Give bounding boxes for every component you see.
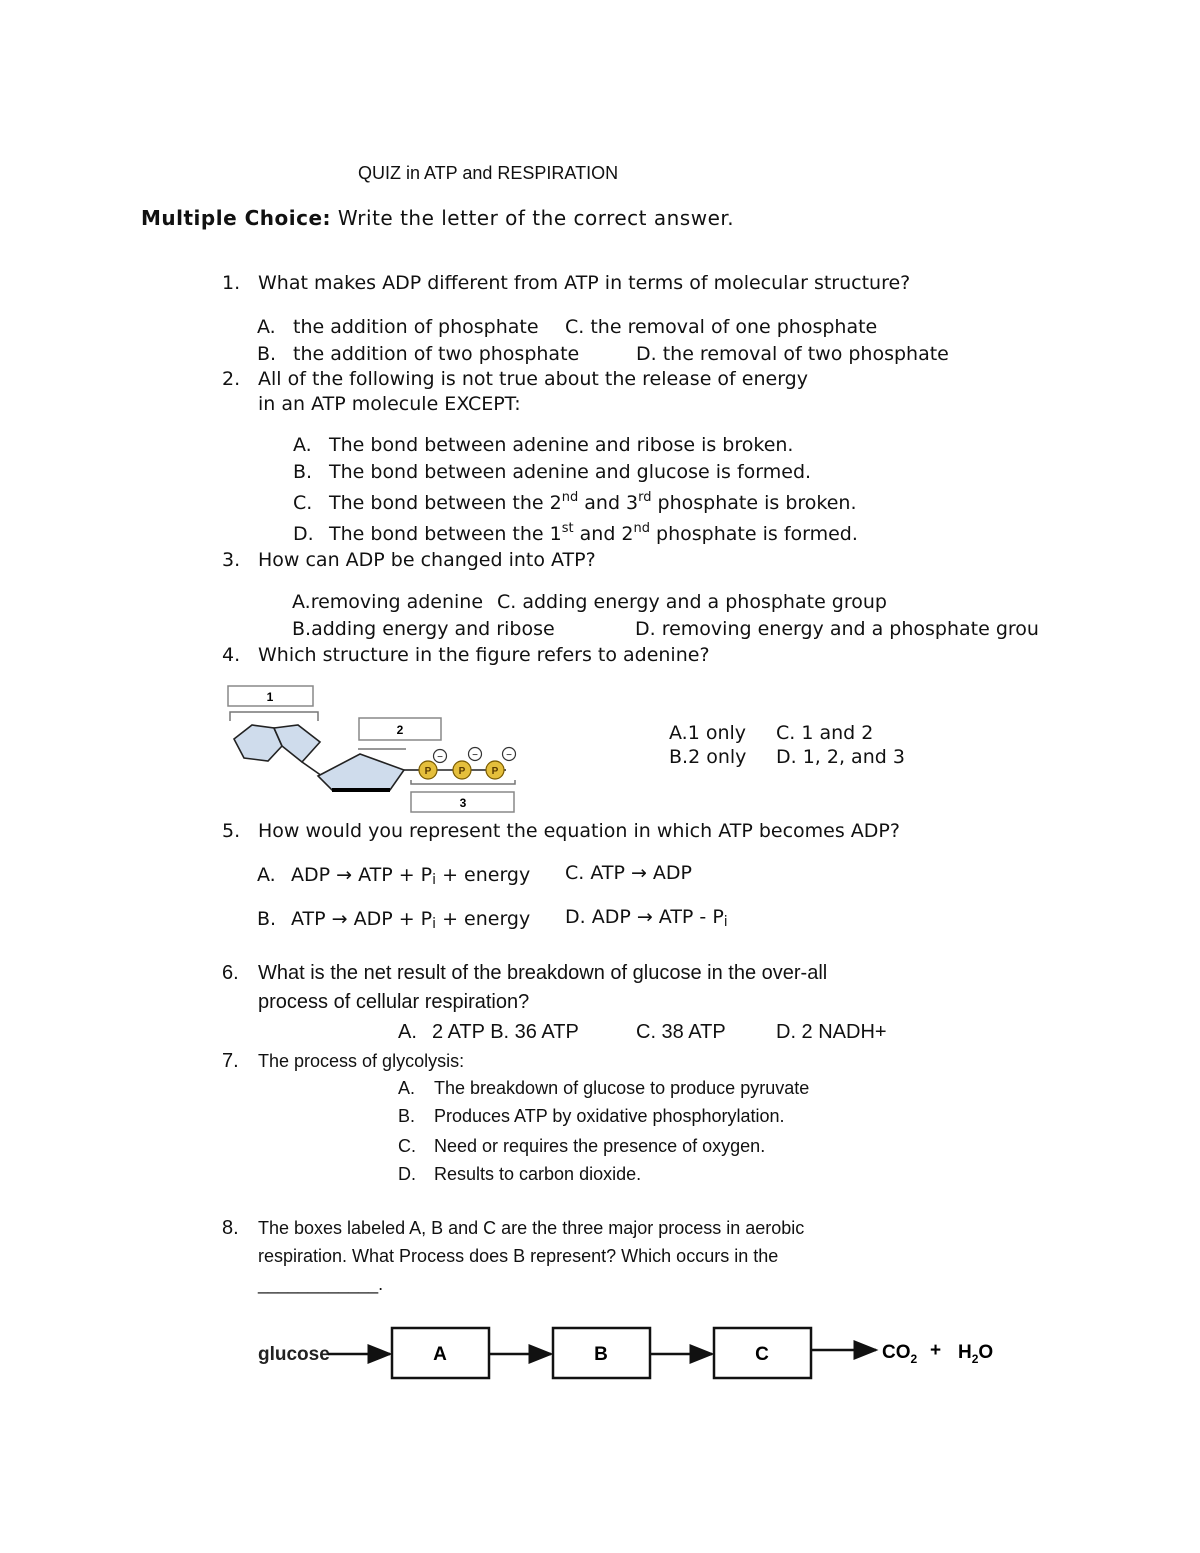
box-a-label: A <box>433 1344 447 1365</box>
instructions-text: Write the letter of the correct answer. <box>337 206 735 230</box>
q5-option-d: D. ADP → ATP - Pi <box>565 906 728 930</box>
question-1 <box>222 272 910 294</box>
question-2: 2. All of the following is not true about the release of energy <box>222 368 808 390</box>
quiz-title: QUIZ in ATP and RESPIRATION <box>358 163 619 183</box>
q2-option-d: D. The bond between the 1st and 2nd phosphate is formed. <box>293 521 858 545</box>
adenine-ring-5 <box>274 725 320 762</box>
q5-option-a: A. ADP → ATP + Pi + energy <box>257 864 531 888</box>
label-3: 3 <box>459 796 467 810</box>
question-8-line2: respiration. What Process does B represent? Which occurs in the <box>258 1246 779 1266</box>
question-6: 6. What is the net result of the breakdown of glucose in the over-all <box>222 962 828 984</box>
ribose-ring <box>318 754 404 790</box>
atp-molecule-figure <box>222 684 532 816</box>
label-2: 2 <box>396 723 404 737</box>
product-co2: $CO_2$ <box>882 1342 918 1366</box>
question-6-line2: process of cellular respiration? <box>258 991 530 1013</box>
instructions <box>141 206 734 230</box>
q7-option-c: C. Need or requires the presence of oxygen. <box>398 1136 766 1156</box>
question-8: 8. The boxes labeled A, B and C are the three major process in aerobic <box>222 1217 805 1239</box>
q2-option-a: A. The bond between adenine and ribose is broken. <box>293 434 794 456</box>
q5-option-b: B. ATP → ADP + Pi + energy <box>257 908 531 932</box>
q6-option-d: D. 2 NADH+ <box>776 1021 887 1043</box>
question-text: What makes ADP different from ATP in terms of molecular structure? <box>258 272 911 294</box>
question-7: 7. The process of glycolysis: <box>222 1050 465 1072</box>
q5-option-c: C. ATP → ADP <box>565 862 693 884</box>
flow-start-glucose: glucose <box>258 1344 330 1365</box>
question-2-line2: in an ATP molecule EXCEPT: <box>258 393 521 415</box>
phosphate-label-2: P <box>458 766 466 777</box>
q6-option-c: C. 38 ATP <box>636 1021 726 1043</box>
q6-option-ab: A. 2 ATP B. 36 ATP <box>398 1021 579 1043</box>
question-5: 5. How would you represent the equation in which ATP becomes ADP? <box>222 820 900 842</box>
q1-option-b: B. the addition of two phosphate <box>257 343 580 365</box>
bracket-1 <box>230 712 318 721</box>
q4-option-a: A.1 only <box>669 722 747 744</box>
bond-adenine-ribose <box>302 762 322 776</box>
question-number: 1. <box>222 272 241 294</box>
q3-option-b: B.adding energy and ribose <box>292 618 555 640</box>
answer-blank: ____________. <box>258 1274 384 1294</box>
respiration-flow-diagram <box>250 1320 1010 1388</box>
q3-option-a: A.removing adenine <box>292 591 484 613</box>
product-h2o: $H_2O$ <box>958 1342 994 1366</box>
q7-option-b: B. Produces ATP by oxidative phosphorylation. <box>398 1106 785 1126</box>
minus-sign-1: − <box>437 752 443 763</box>
q1-option-d: D. the removal of two phosphate <box>636 343 949 365</box>
q2-option-c: C. The bond between the 2nd and 3rd phosphate is broken. <box>293 490 857 514</box>
q7-option-a: A. The breakdown of glucose to produce pyruvate <box>398 1078 810 1098</box>
question-3: 3. How can ADP be changed into ATP? <box>222 549 596 571</box>
label-1: 1 <box>266 690 274 704</box>
minus-sign-2: − <box>472 750 478 761</box>
phosphate-label-3: P <box>491 766 499 777</box>
question-4: 4. Which structure in the figure refers to adenine? <box>222 644 710 666</box>
plus-sign: + <box>930 1340 942 1361</box>
q1-option-c: C. the removal of one phosphate <box>565 316 878 338</box>
q3-option-d: D. removing energy and a phosphate grou <box>635 618 1039 640</box>
q4-option-c: C. 1 and 2 <box>776 722 874 744</box>
minus-sign-3: − <box>506 750 512 761</box>
box-b-label: B <box>594 1344 608 1365</box>
instructions-label: Multiple Choice: <box>141 206 332 230</box>
q4-option-b: B.2 only <box>669 746 747 768</box>
q2-option-b: B. The bond between adenine and glucose is formed. <box>293 461 812 483</box>
box-c-label: C <box>755 1344 769 1365</box>
bracket-3 <box>411 780 515 784</box>
phosphate-label-1: P <box>424 766 432 777</box>
q4-option-d: D. 1, 2, and 3 <box>776 746 905 768</box>
q1-option-a: A. the addition of phosphate <box>257 316 539 338</box>
q3-option-c: C. adding energy and a phosphate group <box>497 591 887 613</box>
q7-option-d: D. Results to carbon dioxide. <box>398 1164 642 1184</box>
